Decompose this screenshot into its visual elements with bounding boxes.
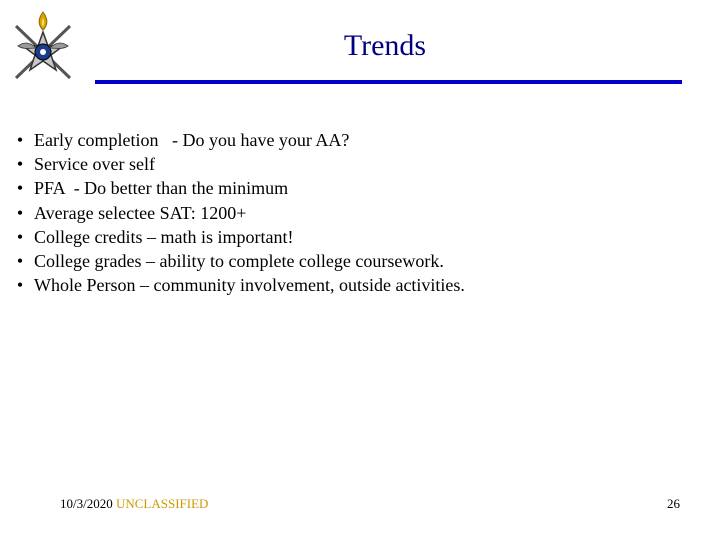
bullet-text: Service over self <box>34 154 155 175</box>
bullet-text: Average selectee SAT: 1200+ <box>34 202 247 223</box>
classification-label: UNCLASSIFIED <box>115 496 209 511</box>
bullet-text: College grades – ability to complete college coursework. <box>34 251 444 272</box>
academy-crest-logo <box>8 8 78 88</box>
footer <box>60 496 208 512</box>
bullet-item <box>14 128 465 152</box>
bullet-item <box>14 201 465 225</box>
bullet-icon: • <box>16 275 24 296</box>
bullet-icon: • <box>16 251 24 272</box>
bullet-item <box>14 249 465 273</box>
bullet-icon: • <box>16 130 24 150</box>
page-number: 26 <box>667 496 680 511</box>
bullet-item <box>14 273 465 297</box>
bullet-text: Early completion - Do you have your AA? <box>34 130 350 150</box>
bullet-item <box>14 225 465 249</box>
footer-date: 10/3/2020 <box>60 496 113 511</box>
slide-title: Trends <box>343 29 427 62</box>
bullet-icon: • <box>16 226 24 247</box>
bullet-icon: • <box>16 202 24 223</box>
bullet-item <box>14 176 465 200</box>
bullet-text: Whole Person – community involvement, outside activities. <box>34 275 465 296</box>
bullet-item <box>14 152 465 176</box>
bullet-text: PFA - Do better than the minimum <box>34 178 289 199</box>
bullet-icon: • <box>16 154 24 175</box>
bullet-list <box>14 128 465 297</box>
title-divider <box>95 80 682 84</box>
bullet-text: College credits – math is important! <box>34 226 294 247</box>
bullet-icon: • <box>16 178 24 199</box>
